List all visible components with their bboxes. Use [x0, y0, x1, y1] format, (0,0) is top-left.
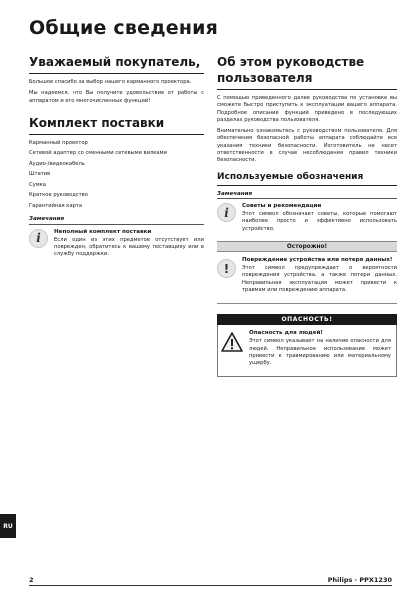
page-title: Общие сведения — [29, 17, 219, 39]
package-item: Сумка — [29, 181, 46, 188]
about-heading: Об этом руководстве пользователя — [217, 54, 397, 90]
note-text: Этот символ обозначает советы, которые помогают наиболее просто и эффективно использовать устройство. — [242, 211, 397, 232]
danger-label: ОПАСНОСТЬ! — [217, 314, 397, 325]
package-item: Краткое руководство — [29, 192, 88, 199]
package-item: Штатив — [29, 171, 51, 178]
about-paragraph: Внимательно ознакомьтесь с руководством пользователя. Для обеспечения безопасной работы аппарата соблюдайте все указания техники безопасности. Изготовитель не несет ответственности в случае несоблюдения правил техники безопасности. — [217, 128, 397, 164]
package-note — [29, 229, 204, 263]
package-item: Аудио-/видеокабель — [29, 160, 85, 167]
note-label: Замечания — [217, 191, 397, 200]
caution-title: Повреждение устройства или потеря данных! — [242, 257, 393, 264]
package-item: Карманный проектор — [29, 139, 88, 146]
caution-block — [217, 241, 397, 304]
footer-divider — [29, 585, 392, 586]
note-title: Советы и рекомендации — [242, 203, 322, 210]
symbols-heading: Используемые обозначения — [217, 172, 397, 186]
note-title: Неполный комплект поставки — [54, 228, 152, 235]
package-item: Гарантийная карта — [29, 202, 83, 209]
package-item: Сетевой адаптер со сменными сетевыми вилками — [29, 150, 167, 157]
left-column — [29, 54, 204, 262]
danger-text: Этот символ указывает на наличие опасности для людей. Неправильное использование может привести к травмированию или материальному ущербу. — [249, 338, 391, 367]
greeting-paragraph: Большое спасибо за выбор нашего карманного проектора. — [29, 79, 192, 85]
page-number: 2 — [29, 576, 34, 584]
danger-title: Опасность для людей! — [249, 330, 323, 337]
tips-note — [217, 203, 397, 237]
info-icon: i — [217, 203, 236, 222]
footer-brand: Philips · PPX1230 — [327, 576, 392, 584]
danger-block — [217, 314, 397, 377]
info-icon: i — [29, 229, 48, 248]
right-column — [217, 54, 397, 377]
package-heading: Комплект поставки — [29, 115, 204, 135]
caution-text: Этот символ предупреждает о вероятности повреждения устройства, а также потери данных. Неправильная эксплуатация может привести к травмам или повреждению аппарата. — [242, 265, 397, 293]
caution-label: Осторожно! — [217, 241, 397, 252]
note-label: Замечания — [29, 216, 204, 225]
about-paragraph: С помощью приведенного далее руководства по установке вы сможете быстро приступить к эксплуатации вашего аппарата. Подробное описание функций приведено в последующих разделах руководства пользователя. — [217, 95, 397, 123]
greeting-paragraph: Мы надеемся, что Вы получите удовольствие от работы с аппаратом и его многочисленных функций! — [29, 90, 204, 104]
warning-triangle-icon — [221, 332, 243, 352]
language-tab: RU — [0, 514, 16, 538]
exclamation-icon: ! — [217, 259, 236, 278]
note-text: Если один из этих предметов отсутствует или поврежден, обратитесь к вашему поставщику или в службу поддержки. — [54, 236, 204, 258]
greeting-heading: Уважаемый покупатель, — [29, 54, 204, 74]
